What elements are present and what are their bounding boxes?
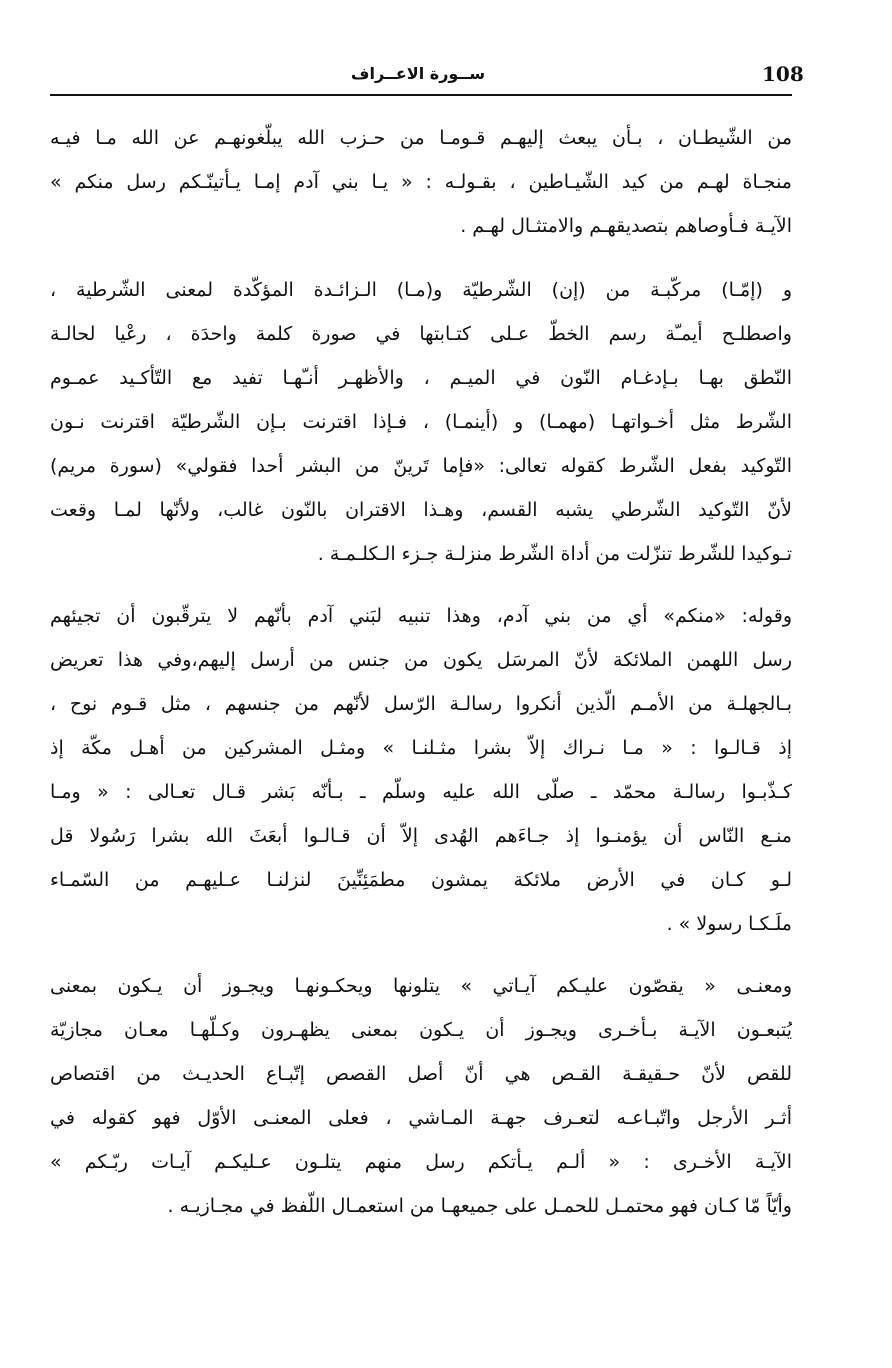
text-line: للقص لأنّ حـقيقـة القـص هي أنّ أصل القصص إتّبـاع الحديـث من اقتصاص: [50, 1063, 792, 1085]
text-line: منجـاة لهـم من كيد الشّيـاطين ، بقـولـه : « يـا بني آدم إمـا يـأتينّـكم رسل منكم »: [50, 171, 792, 193]
paragraph-1: [50, 116, 792, 248]
text-line: ومعنـى « يقصّون عليـكم آيـاتي » يتلونها ويحكـونهـا ويجـوز أن يـكون بمعنى: [50, 975, 792, 997]
text-line: بـالجهلـة من الأمـم الّذين أنكروا رسالـة الرّسل لأنّهم من جنسهم ، مثل قـوم نوح ،: [50, 693, 792, 715]
text-line: منـع النّاس أن يؤمنـوا إذ جـاءَهم الهُدى إلاّ أن قـالـوا أبعَثَ الله بشرا رَسُولا قل: [50, 825, 792, 847]
page-number: 108: [762, 62, 804, 86]
text-line: النّطق بهـا بـإدغـام النّون في الميـم ، والأظهـر أنـّهـا تفيد مع التّأكـيد عمـوم: [50, 367, 792, 389]
text-line: و (إمّـا) مركّبـة من (إن) الشّرطيّة و(مـا) الـزائـدة المؤكّدة لمعنى الشّرطية ،: [50, 279, 792, 301]
text-line: يُتبعـون الآيـة بـأخـرى ويجـوز أن يـكون بمعنى يظهـرون وكـلّهـا معـان مجازيّة: [50, 1019, 792, 1041]
book-page: [50, 56, 804, 1228]
text-line: واصطلـح أيمـّة رسم الخطّ عـلى كتـابتها في صورة كلمة واحدَة ، رعْيا لحالـة: [50, 323, 792, 345]
text-line: تـوكيدا للشّرط تنزّلت من أداة الشّرط منزلـة جـزء الـكلـمـة .: [317, 543, 792, 565]
text-line: ملَـكـا رسولا » .: [666, 913, 792, 935]
paragraph-4: [50, 964, 792, 1228]
text-line: الآيـة فـأوصاهم بتصديقهـم والامتثـال لهـم .: [460, 215, 792, 237]
text-line: كـذّبـوا رسالـة محمّد ـ صلّى الله عليه وسلّم ـ بـأنّه بَشر قـال تعـالى : « ومـا: [50, 781, 792, 803]
text-line: الشّرط مثل أخـواتهـا (مهمـا) و (أينمـا) ، فـإذا اقترنت بـإن الشّرطيّة اقترنت نـون: [50, 411, 792, 433]
page-header: [50, 56, 804, 96]
surah-title: ســورة الاعــراف: [350, 64, 486, 83]
text-line: لـو كـان في الأرض ملائكة يمشون مطمَئِنِّينَ لنزلنـا عـليهـم من السّمـاء: [50, 869, 792, 891]
page-body: [50, 116, 792, 1228]
text-line: إذ قـالـوا : « مـا نـراك إلاّ بشرا مثـلنـا » ومثـل المشركين من أهـل مكّة إذ: [50, 737, 792, 759]
text-line: الآيـة الأخـرى : « ألـم يـأتكم رسل منهم يتلـون عـليكـم آيـات ربّـكم »: [50, 1151, 792, 1173]
text-line: أثـر الأرجل واتّبـاعـه لتعـرف جهـة المـاشي ، فعلى المعنـى الأوّل فهو كقوله في: [50, 1107, 792, 1129]
text-line: رسل اللهمن الملائكة لأنّ المرسَل يكون من جنس من أرسل إليهم،وفي هذا تعريض: [50, 649, 792, 671]
paragraph-2: [50, 268, 792, 576]
text-line: وقوله: «منكم» أي من بني آدم، وهذا تنبيه لبَني آدم بأنّهم لا يترقّبون أن تجيئهم: [50, 605, 792, 627]
paragraph-3: [50, 594, 792, 946]
text-line: التّوكيد بفعل الشّرط كقوله تعالى: «فإما تَرينّ من البشر أحدا فقولي» (سورة مريم): [50, 455, 792, 477]
text-line: لأنّ التّوكيد الشّرطي يشبه القسم، وهـذا الاقتران بالنّون غالب، ولأنّها لمـا وقعت: [50, 499, 792, 521]
text-line: وأيّاً مّا كـان فهو محتمـل للحمـل على جميعهـا من استعمـال اللّفظ في مجـازيـه .: [167, 1195, 792, 1217]
text-line: من الشّيطـان ، بـأن يبعث إليهـم قـومـا من حـزب الله يبلّغونهـم عن الله مـا فيـه: [50, 127, 792, 149]
